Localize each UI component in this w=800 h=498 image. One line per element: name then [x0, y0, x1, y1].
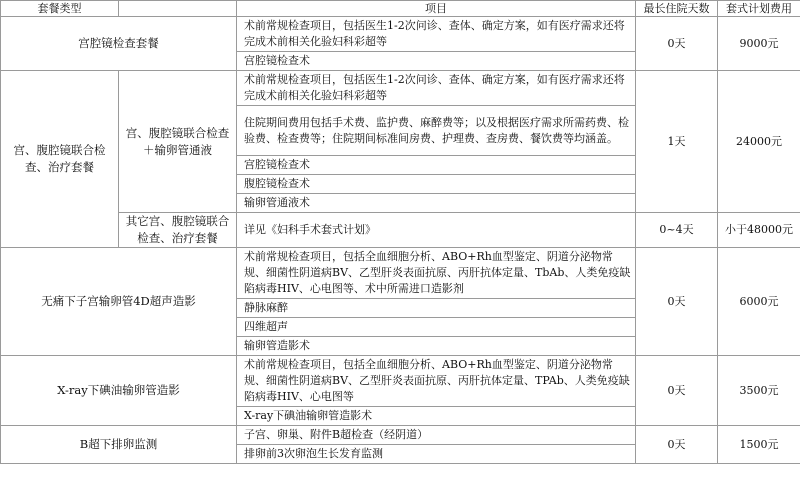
package-item: 宫腔镜检查术: [237, 52, 636, 71]
package-name: 宫、腹腔镜联合检查、治疗套餐: [1, 71, 119, 248]
header-subgroup: [119, 1, 237, 17]
package-name: B超下排卵监测: [1, 426, 237, 464]
package-name: X-ray下碘油输卵管造影: [1, 356, 237, 426]
package-item: 排卵前3次卵泡生长发育监测: [237, 445, 636, 464]
table-row: [1, 213, 800, 248]
table-row: [1, 356, 800, 407]
header-row: [1, 1, 800, 17]
package-item: 详见《妇科手术套式计划》: [237, 213, 636, 248]
header-items: 项目: [237, 1, 636, 17]
max-days-cell: 0天: [636, 17, 718, 71]
table-row: [1, 248, 800, 299]
package-name: 无痛下子宫输卵管4D超声造影: [1, 248, 237, 356]
fee-cell: 6000元: [718, 248, 800, 356]
subgroup-name: 宫、腹腔镜联合检查＋输卵管通液: [119, 71, 237, 213]
package-item: X-ray下碘油输卵管造影术: [237, 407, 636, 426]
subgroup-name: 其它宫、腹腔镜联合检查、治疗套餐: [119, 213, 237, 248]
max-days-cell: 1天: [636, 71, 718, 213]
max-days-cell: 0天: [636, 356, 718, 426]
package-item: 术前常规检查项目，包括全血细胞分析、ABO+Rh血型鉴定、阴道分泌物常规、细菌性阴道病BV、乙型肝炎表面抗原、丙肝抗体定量、TbAb、人类免疫缺陷病毒HIV、心电图等、术中所需进口造影剂: [237, 248, 636, 299]
package-item: 输卵管通液术: [237, 194, 636, 213]
package-item: 腹腔镜检查术: [237, 175, 636, 194]
max-days-cell: 0~4天: [636, 213, 718, 248]
fee-cell: 3500元: [718, 356, 800, 426]
package-item: 术前常规检查项目，包括医生1-2次问诊、查体、确定方案，如有医疗需求还将完成术前相关化验妇科彩超等: [237, 17, 636, 52]
package-item: 四维超声: [237, 318, 636, 337]
fee-cell: 1500元: [718, 426, 800, 464]
fee-cell: 小于48000元: [718, 213, 800, 248]
header-package-type: 套餐类型: [1, 1, 119, 17]
max-days-cell: 0天: [636, 426, 718, 464]
max-days-cell: 0天: [636, 248, 718, 356]
header-fee: 套式计划费用: [718, 1, 800, 17]
package-item: 住院期间费用包括手术费、监护费、麻醉费等；以及根据医疗需求所需药费、检验费、检查费等；住院期间标准间房费、护理费、查房费、餐饮费等均涵盖。: [237, 106, 636, 156]
fee-cell: 9000元: [718, 17, 800, 71]
package-item: 术前常规检查项目，包括全血细胞分析、ABO+Rh血型鉴定、阴道分泌物常规、细菌性阴道病BV、乙型肝炎表面抗原、丙肝抗体定量、TPAb、人类免疫缺陷病毒HIV、心电图等: [237, 356, 636, 407]
package-item: 输卵管造影术: [237, 337, 636, 356]
table-row: [1, 71, 800, 106]
package-item: 宫腔镜检查术: [237, 156, 636, 175]
table-row: [1, 426, 800, 445]
package-item: 静脉麻醉: [237, 299, 636, 318]
package-name: 宫腔镜检查套餐: [1, 17, 237, 71]
package-item: 子宫、卵巢、附件B超检查（经阴道）: [237, 426, 636, 445]
fee-cell: 24000元: [718, 71, 800, 213]
package-item: 术前常规检查项目，包括医生1-2次问诊、查体、确定方案，如有医疗需求还将完成术前相关化验妇科彩超等: [237, 71, 636, 106]
header-max-days: 最长住院天数: [636, 1, 718, 17]
table-row: [1, 17, 800, 52]
